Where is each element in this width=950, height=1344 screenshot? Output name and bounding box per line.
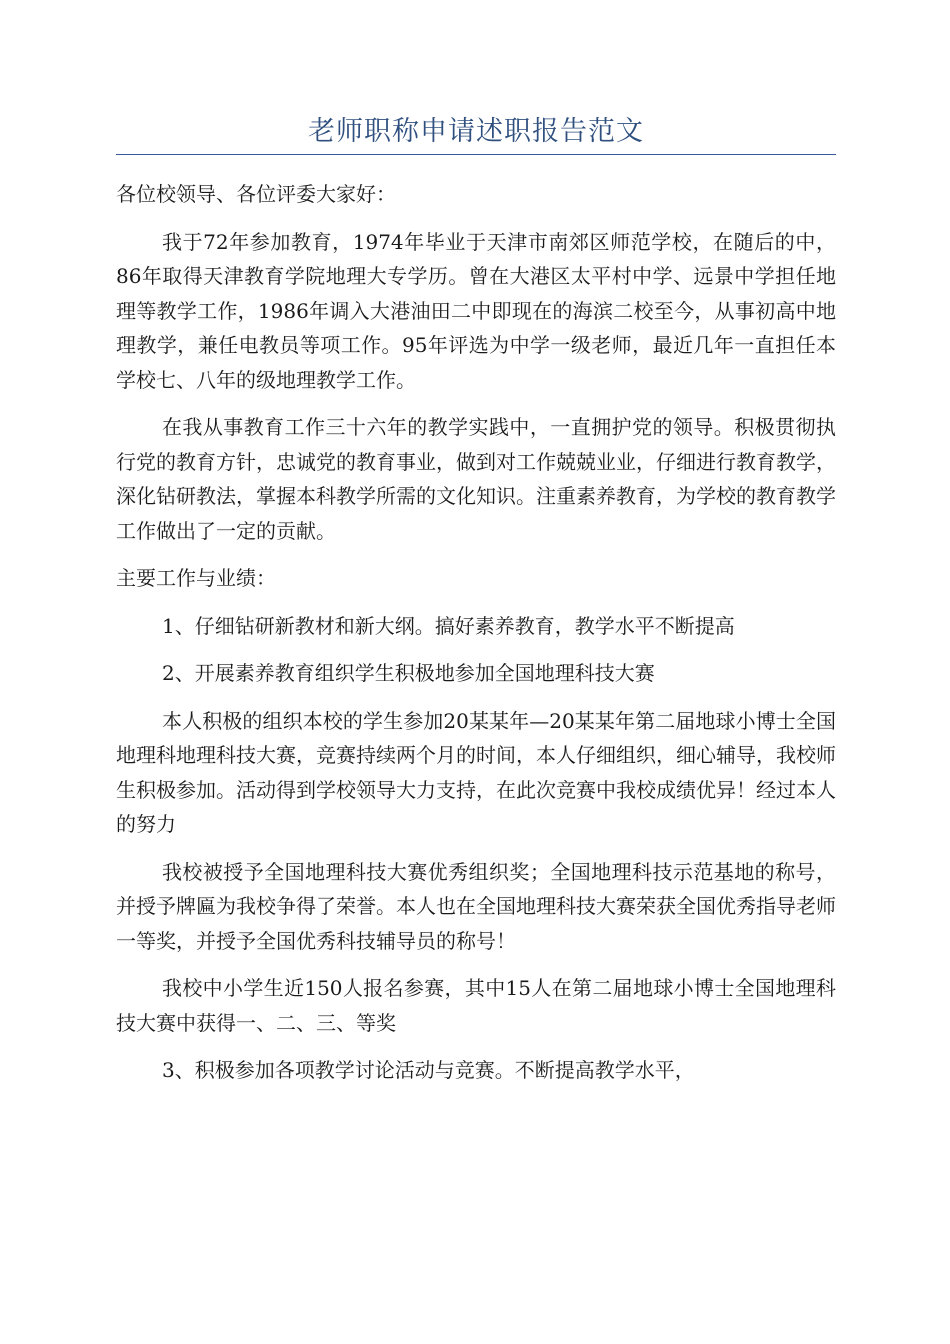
- awards-paragraph: 我校被授予全国地理科技大赛优秀组织奖；全国地理科技示范基地的称号，并授予牌匾为我校争得了荣誉。本人也在全国地理科技大赛荣获全国优秀指导老师一等奖，并授予全国优秀科技辅导员的称号！: [116, 859, 836, 953]
- competition-paragraph: 本人积极的组织本校的学生参加20某某年—20某某年第二届地球小博士全国地理科地理科技大赛，竞赛持续两个月的时间，本人仔细组织，细心辅导，我校师生积极参加。活动得到学校领导大力支持，在此次竞赛中我校成绩优异！经过本人的努力: [116, 708, 836, 836]
- document-page: [116, 112, 836, 1101]
- participants-paragraph: 我校中小学生近150人报名参赛，其中15人在第二届地球小博士全国地理科技大赛中获得一、二、三、等奖: [116, 976, 836, 1035]
- background-paragraph: 我于72年参加教育，1974年毕业于天津市南郊区师范学校，在随后的中，86年取得天津教育学院地理大专学历。曾在大港区太平村中学、远景中学担任地理等教学工作，1986年调入大港油田二中即现在的海滨二校至今，从事初高中地理教学，兼任电教员等项工作。95年评选为中学一级老师，最近几年一直担任本学校七、八年的级地理教学工作。: [116, 229, 836, 392]
- salutation-paragraph: 各位校领导、各位评委大家好：: [116, 182, 396, 206]
- section-heading-achievements: 主要工作与业绩：: [116, 566, 276, 590]
- attitude-paragraph: 在我从事教育工作三十六年的教学实践中，一直拥护党的领导。积极贯彻执行党的教育方针，忠诚党的教育事业，做到对工作兢兢业业，仔细进行教育教学，深化钻研教法，掌握本科教学所需的文化知识。注重素养教育，为学校的教育教学工作做出了一定的贡献。: [116, 415, 836, 543]
- list-item-1: 1、仔细钻研新教材和新大纲。搞好素养教育，教学水平不断提高: [162, 613, 735, 638]
- list-item-3: 3、积极参加各项教学讨论活动与竞赛。不断提高教学水平，: [162, 1058, 695, 1082]
- list-item-2: 2、开展素养教育组织学生积极地参加全国地理科技大赛: [162, 661, 655, 685]
- document-title: 老师职称申请述职报告范文: [116, 112, 836, 155]
